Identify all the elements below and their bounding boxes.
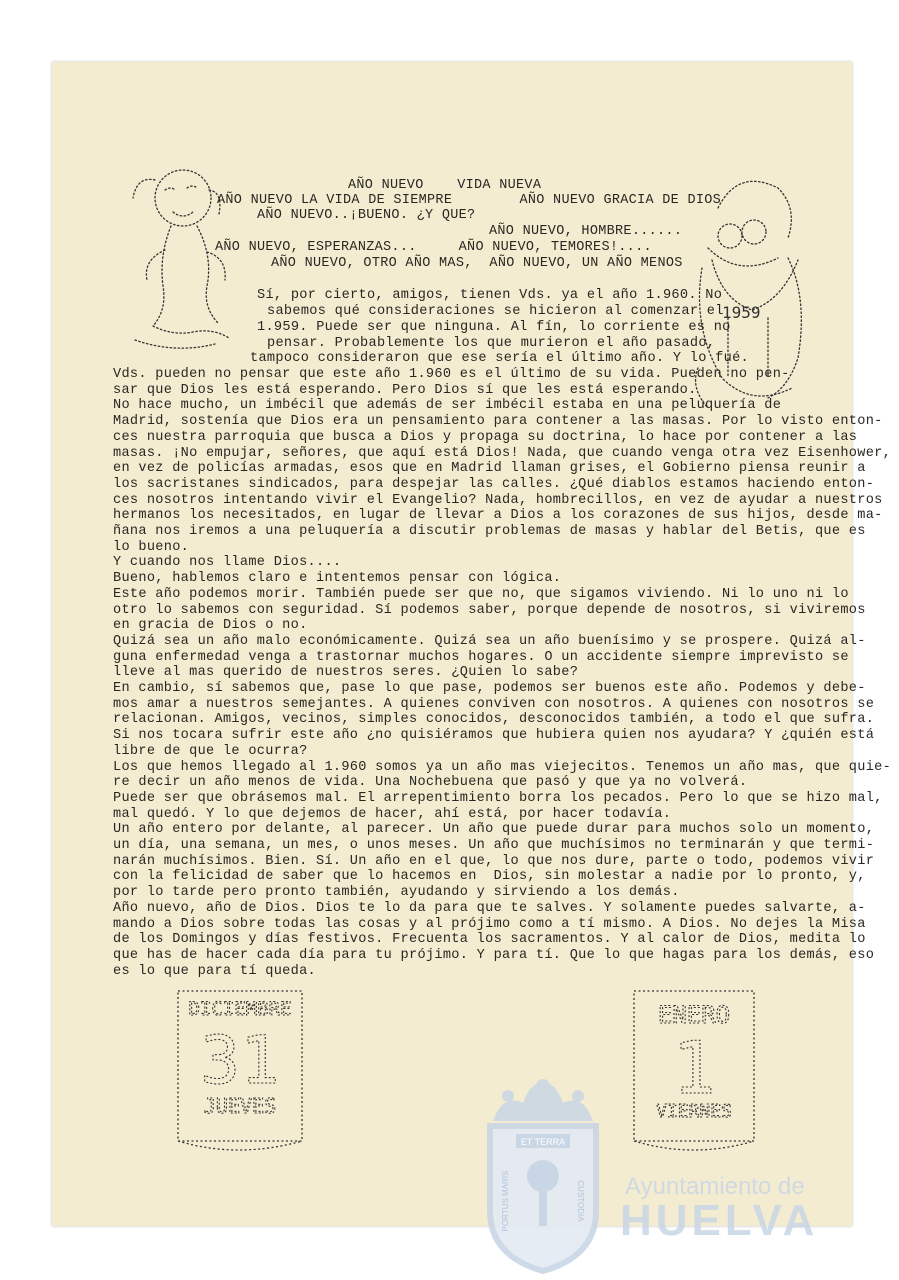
angel-drawing	[125, 160, 250, 360]
body-line: de los Domingos y días festivos. Frecuenta los sacramentos. Y al calor de Dios, medita lo	[113, 932, 866, 948]
body-line: en vez de policías armadas, esos que en Madrid llaman grises, el Gobierno piensa reunir a	[113, 461, 866, 477]
body-line: sabemos qué consideraciones se hicieron al comenzar el	[267, 304, 724, 319]
body-line: Sí, por cierto, amigos, tienen Vds. ya el año 1.960. No	[257, 288, 723, 303]
watermark-side-right: CUSTODIA	[576, 1180, 585, 1222]
body-line: mal quedó. Y lo que dejemos de hacer, ahí está, por hacer todavía.	[113, 806, 672, 822]
body-line: en gracia de Dios o no.	[113, 618, 308, 634]
body-line: Si nos tocara sufrir este año ¿no quisiéramos que hubiera quien nos ayudara? Y ¿quién está	[113, 728, 875, 744]
watermark-line-2: HUELVA	[620, 1196, 819, 1245]
header-line: AÑO NUEVO VIDA NUEVA	[348, 178, 542, 193]
body-line: ñana nos iremos a una peluquería a discutir problemas de masas y hablar del Betis, que es	[113, 524, 866, 539]
header-line: AÑO NUEVO LA VIDA DE SIEMPRE AÑO NUEVO GRACIA DE DIOS	[217, 193, 722, 208]
year-label: 1959	[722, 303, 761, 322]
body-line: ces nuestra parroquia que busca a Dios y propaga su doctrina, lo hace por contener a las	[113, 429, 858, 445]
body-line: hermanos los necesitados, en lugar de llevar a Dios a los corazones de sus hijos, desde ma-	[113, 508, 883, 524]
body-line: pensar. Probablemente los que murieron el año pasado,	[267, 336, 716, 351]
body-line: Vds. pueden no pensar que este año 1.960 es el último de su vida. Pueden no pen-	[113, 367, 790, 382]
body-line: Puede ser que obrásemos mal. El arrepentimiento borra los pecados. Pero lo que se hizo mal,	[113, 790, 883, 806]
body-line: Bueno, hablemos claro e intentemos pensar con lógica.	[113, 571, 562, 587]
body-line: Madrid, sostenía que Dios era un pensamiento para contener a las masas. Por lo visto enton-	[113, 414, 883, 430]
body-line: 1.959. Puede ser que ninguna. Al fín, lo corriente es no	[257, 320, 731, 335]
body-line: con la felicidad de saber que lo hacemos en Dios, sin molestar a nadie por lo pronto, y,	[113, 869, 866, 885]
body-line: otro lo sabemos con seguridad. Sí podemos saber, porque depende de nosotros, si viviremos	[113, 602, 866, 618]
body-line: ces nosotros intentando vivir el Evangelio? Nada, hombrecillos, en vez de ayudar a nuestros	[113, 492, 883, 508]
body-line: narán muchísimos. Bien. Sí. Un año en el que, lo que nos dure, parte o todo, podemos vivir	[113, 853, 875, 869]
body-line: mos amar a nuestros semejantes. A quienes conviven con nosotros. A quienes con nosotros se	[113, 696, 875, 712]
calendar-weekday: JUEVES	[203, 1094, 277, 1118]
header-line: AÑO NUEVO, OTRO AÑO MAS, AÑO NUEVO, UN AÑO MENOS	[271, 256, 683, 271]
body-line: un día, una semana, un mes, o unos meses. Un año que muchísimos no terminarán y que termi-	[113, 838, 875, 853]
body-line: es lo que para tí queda.	[113, 963, 316, 979]
body-line: En cambio, sí sabemos que, pase lo que pase, podemos ser buenos este año. Podemos y debe-	[113, 681, 866, 696]
header-line: AÑO NUEVO..¡BUENO. ¿Y QUE?	[257, 208, 476, 223]
header-line: AÑO NUEVO, ESPERANZAS... AÑO NUEVO, TEMORES!....	[215, 240, 652, 255]
body-line: libre de que le ocurra?	[113, 743, 308, 759]
calendar-month: DICIEMBRE	[188, 998, 292, 1020]
watermark-motto: ET TERRA	[520, 1137, 566, 1147]
calendar-day: 1	[672, 1026, 716, 1110]
calendar-weekday: VIERNES	[656, 1101, 732, 1122]
body-line: que has de hacer cada día para tu prójimo. Y para tí. Que lo que hagas para los demás, eso	[113, 947, 875, 963]
body-line: masas. ¡No empujar, señores, que aquí está Dios! Nada, que cuando venga otra vez Eisenhower,	[113, 445, 892, 461]
body-line: Quizá sea un año malo económicamente. Quizá sea un año buenísimo y se prospere. Quizá al-	[113, 633, 866, 649]
watermark-line-1: Ayuntamiento de	[625, 1173, 805, 1200]
calendar-month: ENERO	[657, 1001, 731, 1029]
body-line: lleve al mas querido de nuestros seres. ¿Quien lo sabe?	[113, 665, 579, 681]
calendar-stamp-january	[628, 985, 763, 1165]
body-line: No hace mucho, un imbécil que además de ser imbécil estaba en una peluquería de	[113, 398, 782, 414]
body-line: re decir un año menos de vida. Una Nochebuena que pasó y que ya no volverá.	[113, 775, 748, 791]
body-line: sar que Dios les está esperando. Pero Dios sí que les está esperando.	[113, 382, 697, 398]
body-line: Los que hemos llegado al 1.960 somos ya un año mas viejecitos. Tenemos un año mas, que quie-	[113, 759, 892, 775]
body-line: guna enfermedad venga a trastornar muchos hogares. O un accidente siempre imprevisto se	[113, 649, 849, 665]
calendar-day: 31	[200, 1022, 280, 1099]
body-line: Año nuevo, año de Dios. Dios te lo da para que te salves. Y solamente puedes salvarte, a-	[113, 900, 866, 916]
watermark-side-left: PORTUS MARIS	[501, 1170, 510, 1232]
coat-of-arms-watermark	[478, 1076, 608, 1276]
body-line: Este año podemos morir. También puede ser que no, que sigamos viviendo. Ni lo uno ni lo	[113, 586, 849, 602]
body-line: tampoco consideraron que ese sería el último año. Y lo fué.	[250, 351, 749, 366]
body-line: los sacristanes sindicados, para despejar las calles. ¿Qué diablos estamos haciendo enton-	[113, 476, 875, 492]
body-line: Un año entero por delante, al parecer. Un año que puede durar para muchos solo un momento,	[113, 822, 875, 838]
header-line: AÑO NUEVO, HOMBRE......	[489, 224, 683, 239]
body-line: Y cuando nos llame Dios....	[113, 555, 342, 571]
body-line: relacionan. Amigos, vecinos, simples conocidos, desconocidos también, a todo el que sufra.	[113, 712, 875, 728]
body-line: por lo tarde pero pronto también, ayudando y sirviendo a los demás.	[113, 885, 680, 901]
body-line: lo bueno.	[113, 539, 190, 555]
calendar-stamp-december	[172, 985, 312, 1160]
body-line: mando a Dios sobre todas las cosas y al prójimo como a tí mismo. A Dios. No dejes la Misa	[113, 916, 866, 932]
